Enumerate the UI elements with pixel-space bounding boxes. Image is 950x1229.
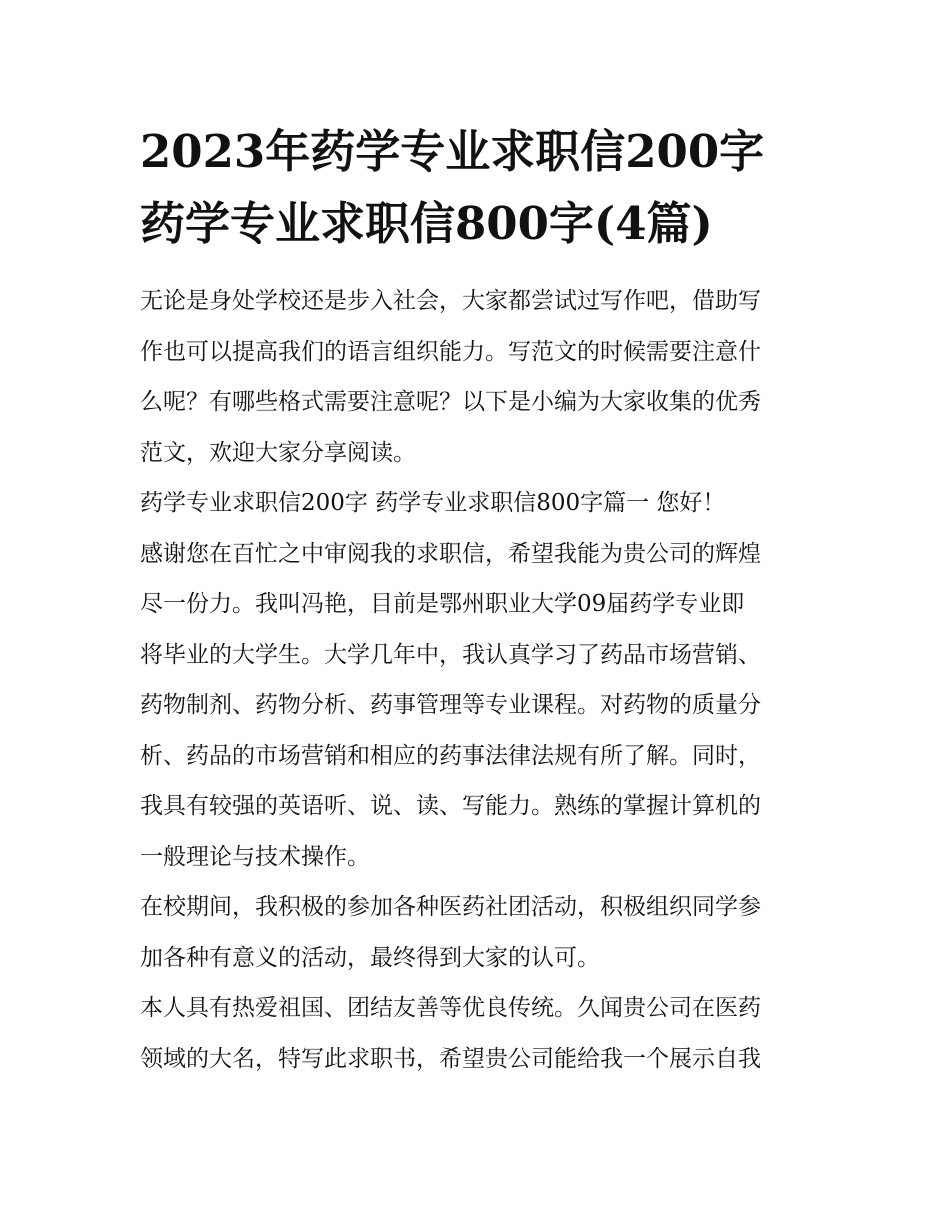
text-line: 析、药品的市场营销和相应的药事法律法规有所了解。同时，: [140, 742, 761, 769]
paragraph-heading: [140, 478, 820, 529]
text-line: 作也可以提高我们的语言组织能力。写范文的时候需要注意什: [140, 338, 761, 365]
text-line: 将毕业的大学生。大学几年中，我认真学习了药品市场营销、: [140, 641, 761, 668]
document-body: [140, 276, 820, 1084]
text-line: 在校期间，我积极的参加各种医药社团活动，积极组织同学参: [140, 894, 761, 920]
title-line: 药学专业求职信800字(4篇): [140, 197, 713, 250]
text-line: 感谢您在百忙之中审阅我的求职信，希望我能为贵公司的辉煌: [140, 540, 761, 567]
text-line: 范文，欢迎大家分享阅读。: [140, 439, 416, 466]
text-line: 加各种有意义的活动，最终得到大家的认可。: [140, 944, 600, 971]
document-title: [140, 116, 820, 260]
text-line: 么呢？有哪些格式需要注意呢？以下是小编为大家收集的优秀: [140, 389, 761, 415]
paragraph-letter-body: [140, 529, 820, 883]
text-line: 尽一份力。我叫冯艳，目前是鄂州职业大学09届药学专业即: [140, 591, 745, 617]
text-line: 无论是身处学校还是步入社会，大家都尝试过写作吧，借助写: [140, 288, 761, 314]
text-line: 一般理论与技术操作。: [140, 843, 370, 870]
title-line: 2023年药学专业求职信200字: [140, 125, 765, 178]
text-line: 我具有较强的英语听、说、读、写能力。熟练的掌握计算机的: [140, 793, 761, 819]
paragraph-intro: [140, 276, 820, 478]
text-line: 药物制剂、药物分析、药事管理等专业课程。对药物的质量分: [140, 692, 761, 718]
text-line: 药学专业求职信200字 药学专业求职信800字篇一 您好！: [140, 490, 726, 516]
text-line: 本人具有热爱祖国、团结友善等优良传统。久闻贵公司在医药: [140, 995, 761, 1021]
paragraph-school-activities: [140, 882, 820, 983]
text-line: 领域的大名，特写此求职书，希望贵公司能给我一个展示自我: [140, 1045, 761, 1072]
paragraph-personal-qualities: [140, 983, 820, 1084]
